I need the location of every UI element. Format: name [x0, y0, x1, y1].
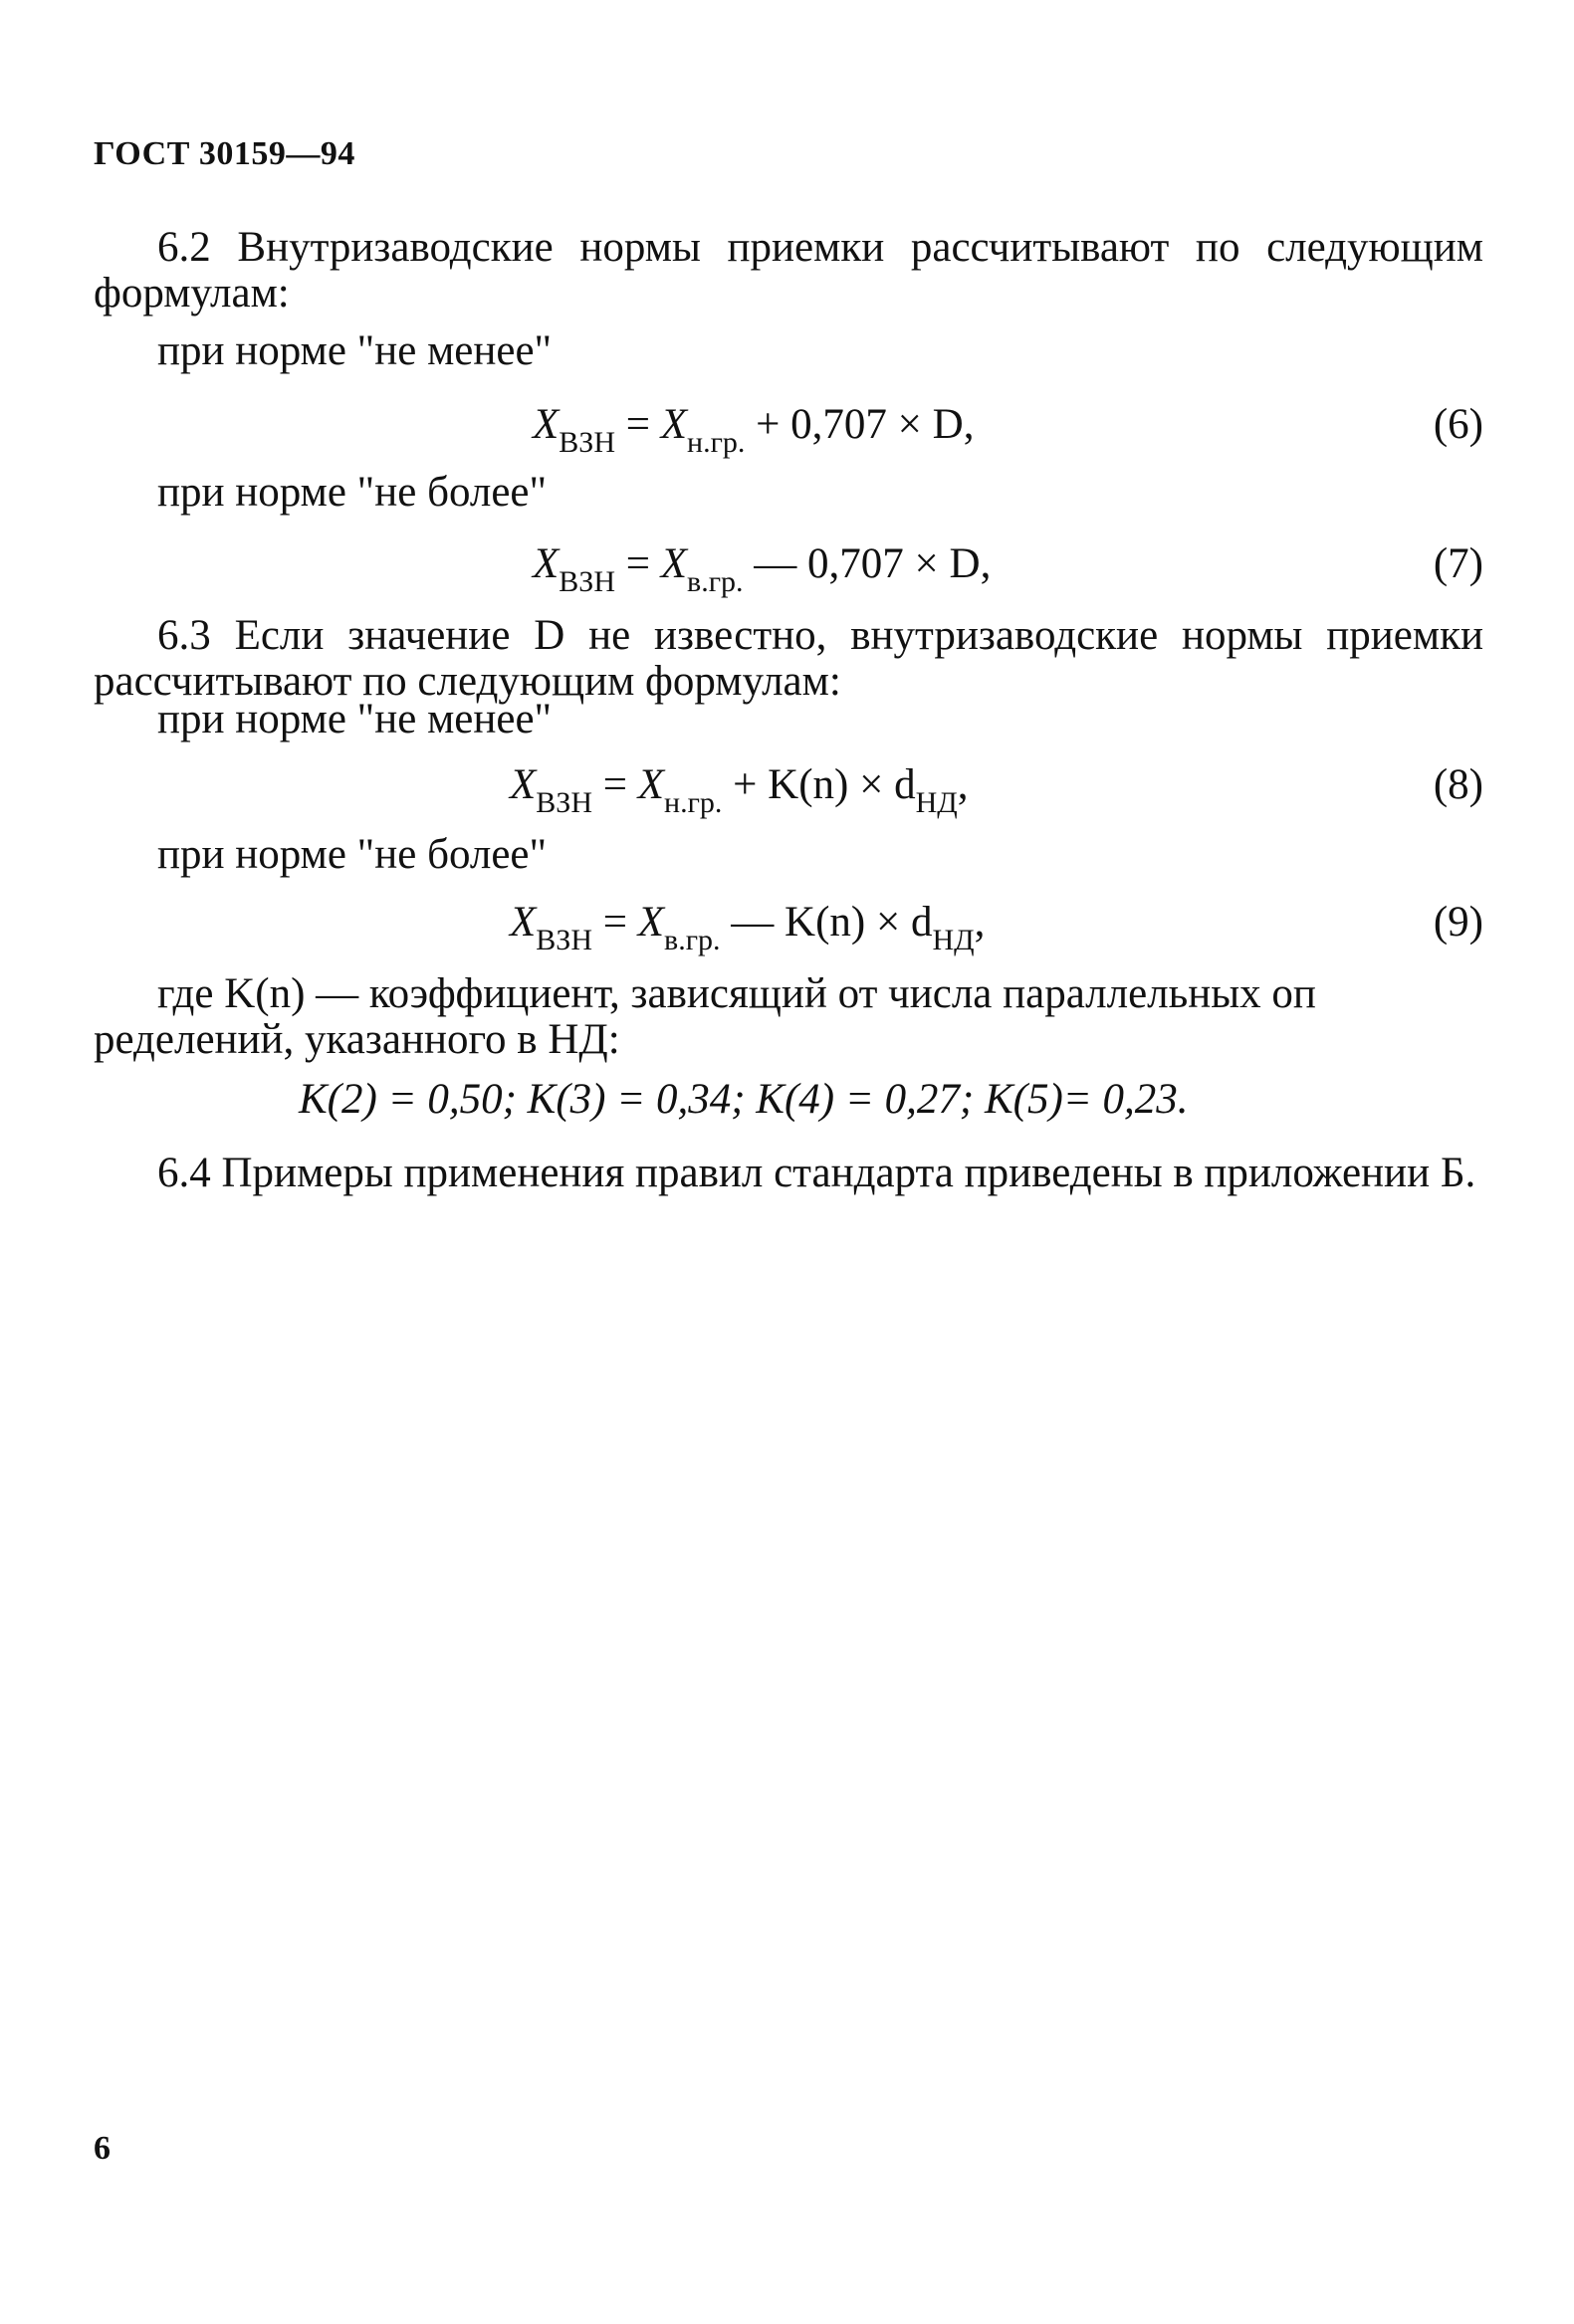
where-line-1: где K(n) — коэффициент, зависящий от числа параллельных оп	[157, 970, 1316, 1017]
formula-eq: =	[602, 899, 628, 946]
formula-rest: — 0,707 × D,	[754, 540, 992, 587]
formula-eq: =	[625, 401, 651, 448]
formula-rest-sub: НД	[915, 786, 958, 819]
formula-lhs-var: X	[510, 761, 537, 808]
paragraph-6-4: 6.4 Примеры применения правил стандарта приведены в приложении Б.	[157, 1150, 1476, 1196]
formula-eq: =	[602, 761, 628, 808]
formula-lhs-sub: ВЗН	[536, 786, 592, 819]
formula-eq: =	[625, 540, 651, 587]
where-line-2: ределений, указанного в НД:	[94, 1016, 620, 1063]
formula-6	[533, 400, 974, 468]
equation-number-6: (6)	[1433, 401, 1483, 448]
equation-number-8: (8)	[1433, 761, 1483, 808]
condition-not-more: при норме "не более"	[157, 469, 548, 516]
coefficients-line: K(2) = 0,50; K(3) = 0,34; K(4) = 0,27; K(5)= 0,23.	[299, 1076, 1189, 1123]
formula-rhs-sub: в.гр.	[664, 924, 721, 956]
formula-rhs-var: X	[660, 540, 688, 587]
equation-number-9: (9)	[1433, 899, 1483, 946]
formula-rhs-var: X	[637, 899, 665, 946]
formula-rest-sub: НД	[932, 924, 975, 956]
paragraph-6-2: 6.2 Внутризаводские нормы приемки рассчитывают по следующим формулам:	[94, 224, 1483, 317]
formula-lhs-sub: ВЗН	[559, 565, 615, 598]
condition-not-more-2: при норме "не более"	[157, 831, 548, 878]
formula-rhs-var: X	[660, 401, 688, 448]
formula-rhs-sub: н.гр.	[664, 786, 723, 819]
formula-rest: + K(n) × d	[733, 761, 916, 808]
formula-lhs-sub: ВЗН	[536, 924, 592, 956]
condition-not-less: при норме "не менее"	[157, 327, 553, 374]
formula-lhs-var: X	[533, 540, 560, 587]
condition-not-less-2: при норме "не менее"	[157, 696, 553, 742]
formula-rest: + 0,707 × D,	[756, 401, 975, 448]
formula-7	[533, 539, 991, 607]
formula-8	[510, 760, 969, 828]
formula-rhs-var: X	[637, 761, 665, 808]
equation-number-7: (7)	[1433, 540, 1483, 587]
page-number: 6	[94, 2130, 111, 2167]
formula-tail: ,	[974, 899, 986, 946]
formula-lhs-sub: ВЗН	[559, 426, 615, 459]
paragraph-6-3: 6.3 Если значение D не известно, внутризаводские нормы приемки рассчитывают по следующим формулам:	[94, 612, 1483, 705]
formula-rhs-sub: н.гр.	[687, 426, 746, 459]
formula-rest: — K(n) × d	[731, 899, 933, 946]
document-header: ГОСТ 30159—94	[94, 135, 355, 172]
formula-9	[510, 898, 985, 965]
formula-lhs-var: X	[533, 401, 560, 448]
formula-lhs-var: X	[510, 899, 537, 946]
formula-tail: ,	[957, 761, 969, 808]
formula-rhs-sub: в.гр.	[687, 565, 744, 598]
